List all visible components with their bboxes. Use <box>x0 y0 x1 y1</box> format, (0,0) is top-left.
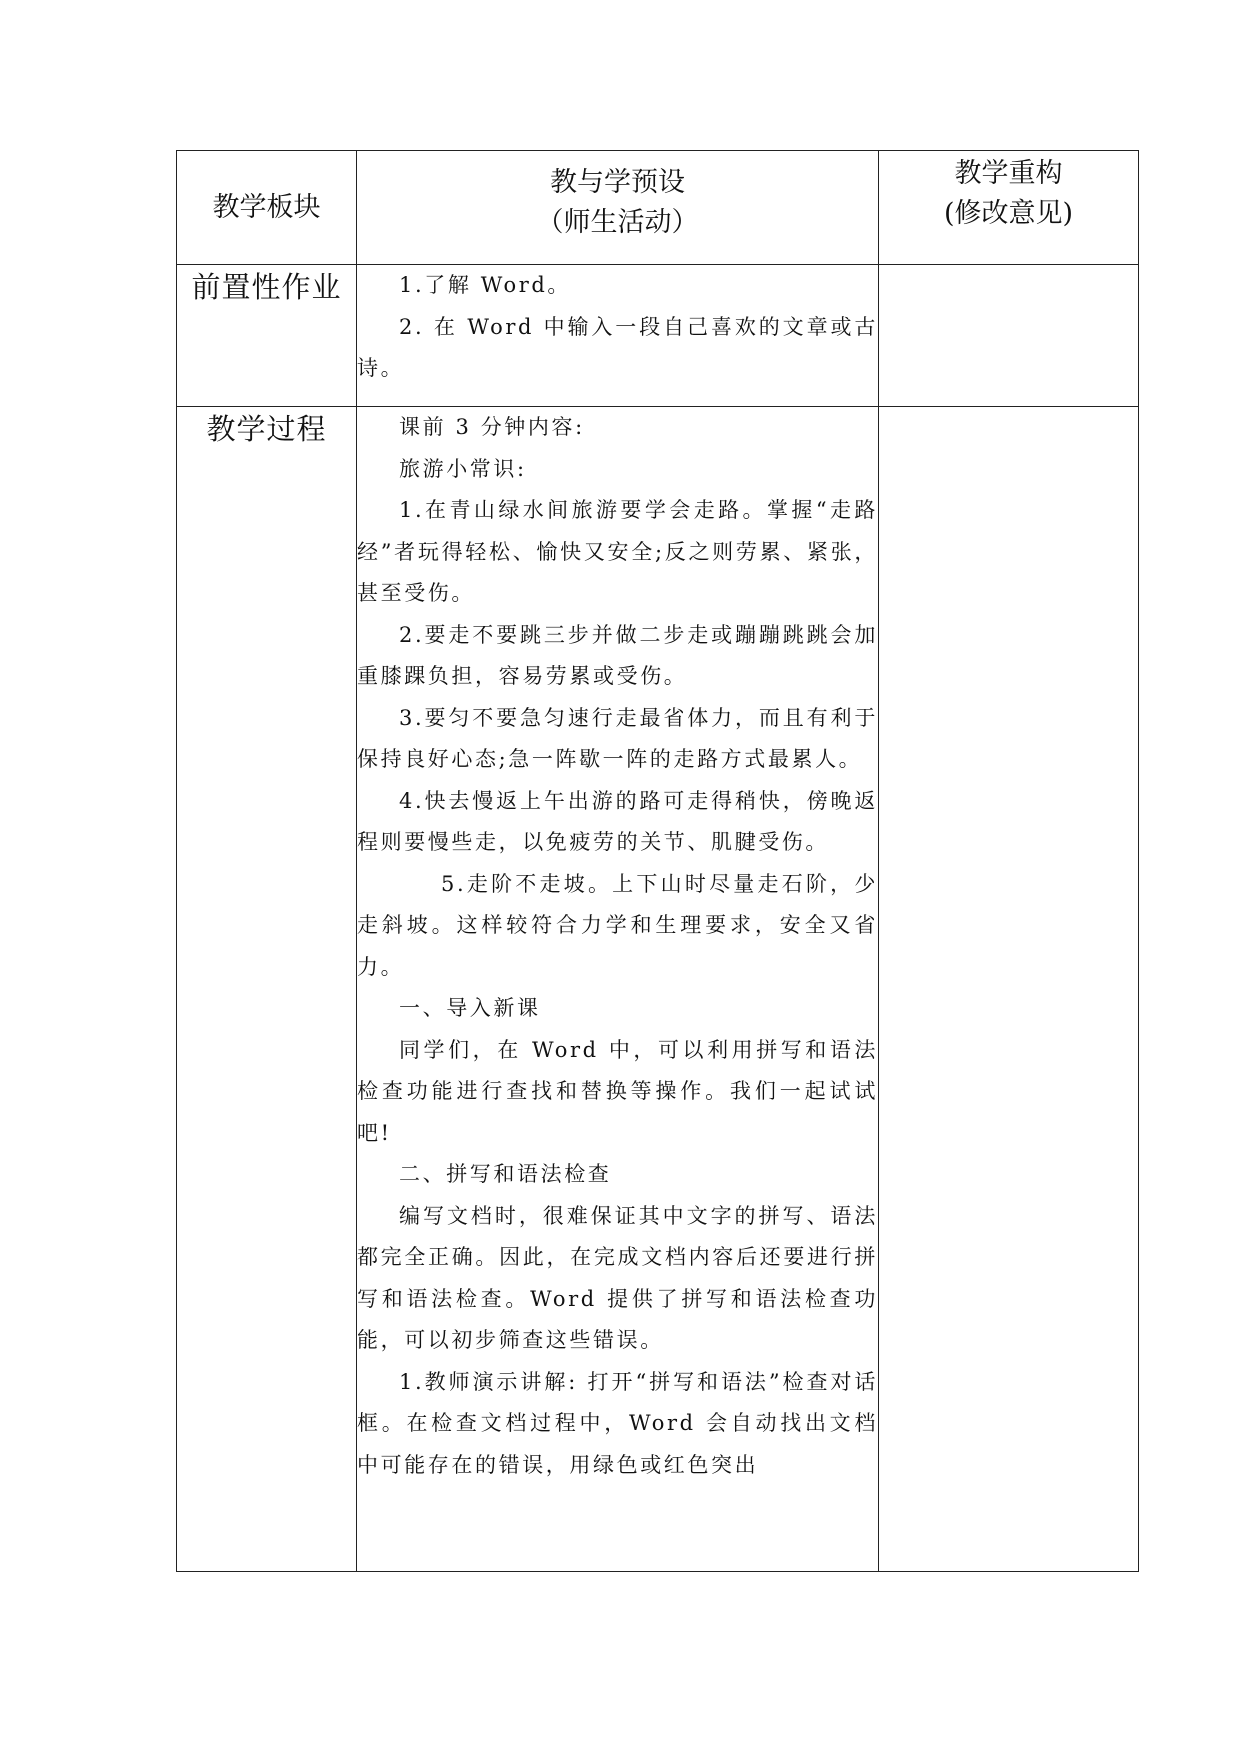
process-paragraph: 旅游小常识: <box>399 456 527 481</box>
process-paragraph: 课前 3 分钟内容: <box>399 415 585 439</box>
process-paragraph: 1.教师演示讲解: 打开“拼写和语法”检查对话框。在检查文档过程中，Word 会自动找出文档中可能存在的错误，用绿色或红色突出 <box>357 1369 878 1477</box>
process-paragraph: 5.走阶不走坡。上下山时尽量走石阶，少走斜坡。这样较符合力学和生理要求，安全又省力。 <box>357 871 878 979</box>
header-reconstruction-title: 教学重构 <box>954 158 1063 189</box>
pre-homework-row <box>177 265 1139 407</box>
header-row <box>177 151 1139 265</box>
process-paragraph: 编写文档时，很难保证其中文字的拼写、语法都完全正确。因此，在完成文档内容后还要进行拼写和语法检查。Word 提供了拼写和语法检查功能，可以初步筛查这些错误。 <box>357 1203 878 1352</box>
pre-homework-item: 1.了解 Word。 <box>399 273 571 297</box>
process-heading: 一、导入新课 <box>399 996 541 1020</box>
process-row <box>177 407 1139 1572</box>
process-content <box>357 407 879 1572</box>
process-paragraph: 1.在青山绿水间旅游要学会走路。掌握“走路经”者玩得轻松、愉快又安全;反之则劳累、紧张，甚至受伤。 <box>357 498 878 605</box>
process-paragraph: 4.快去慢返上午出游的路可走得稍快，傍晚返程则要慢些走，以免疲劳的关节、肌腱受伤。 <box>357 788 878 854</box>
process-heading: 二、拼写和语法检查 <box>399 1162 612 1186</box>
header-reconstruction-subtitle: (修改意见) <box>943 198 1074 229</box>
pre-homework-content <box>357 265 879 407</box>
header-teaching-preset <box>357 151 879 265</box>
process-paragraph: 3.要匀不要急匀速行走最省体力，而且有利于保持良好心态;急一阵歇一阵的走路方式最累人。 <box>357 705 878 771</box>
process-label: 教学过程 <box>177 407 357 1572</box>
process-paragraph: 同学们，在 Word 中，可以利用拼写和语法检查功能进行查找和替换等操作。我们一起试试吧! <box>357 1037 878 1145</box>
header-teaching-section: 教学板块 <box>177 151 357 265</box>
pre-homework-label: 前置性作业 <box>177 265 357 407</box>
header-preset-subtitle: （师生活动） <box>536 207 699 238</box>
header-teaching-reconstruction <box>879 151 1139 265</box>
header-preset-title: 教与学预设 <box>550 167 685 198</box>
pre-homework-revision <box>879 265 1139 407</box>
lesson-plan-table <box>176 150 1139 1572</box>
process-paragraph: 2.要走不要跳三步并做二步走或蹦蹦跳跳会加重膝踝负担，容易劳累或受伤。 <box>357 622 878 688</box>
pre-homework-item: 2. 在 Word 中输入一段自己喜欢的文章或古诗。 <box>357 314 878 380</box>
process-revision <box>879 407 1139 1572</box>
